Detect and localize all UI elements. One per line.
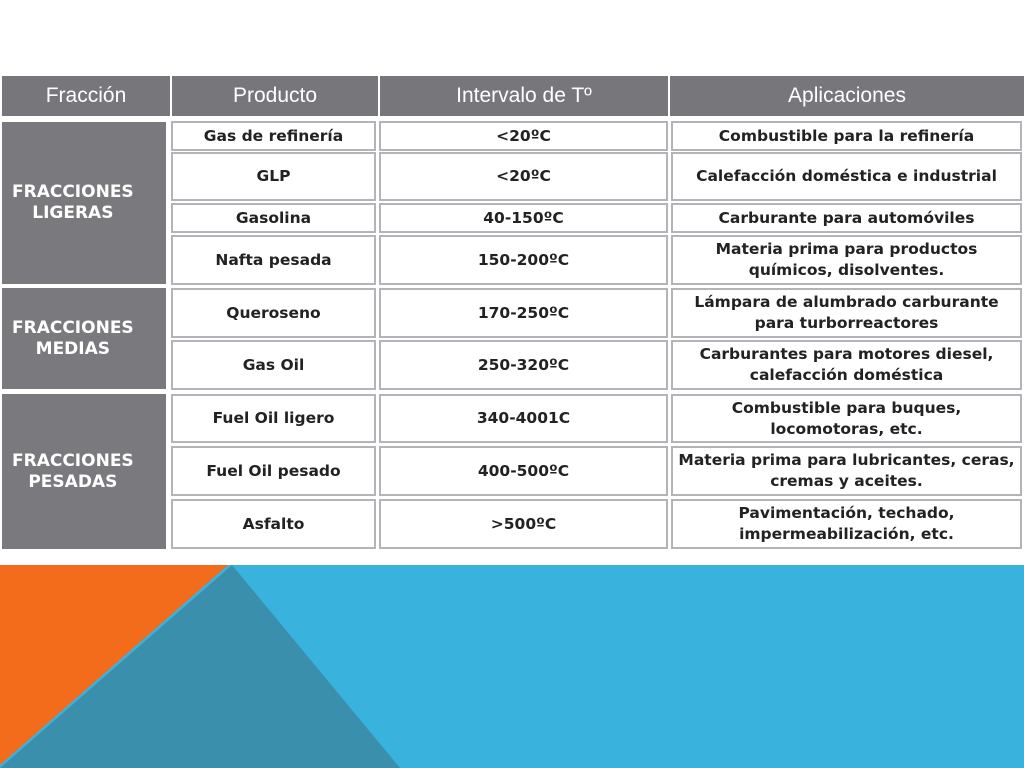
- header-aplicaciones: Aplicaciones: [670, 76, 1024, 116]
- cell-aplicaciones: Combustible para buques, locomotoras, etc.: [671, 394, 1022, 443]
- cell-aplicaciones: Calefacción doméstica e industrial: [671, 152, 1022, 201]
- fractions-table: [0, 118, 1024, 552]
- cell-intervalo: >500ºC: [379, 499, 668, 549]
- cell-intervalo: 150-200ºC: [379, 235, 668, 285]
- cell-aplicaciones: Carburantes para motores diesel, calefacción doméstica: [671, 340, 1022, 390]
- cell-intervalo: 250-320ºC: [379, 340, 668, 390]
- group-label: FRACCIONES LIGERAS: [12, 182, 134, 223]
- cell-intervalo: 400-500ºC: [379, 446, 668, 496]
- cell-intervalo: 40-150ºC: [379, 203, 668, 233]
- group-medias: [2, 288, 166, 389]
- group-label: FRACCIONES PESADAS: [12, 450, 134, 492]
- cell-producto: GLP: [171, 152, 376, 201]
- cell-intervalo: <20ºC: [379, 152, 668, 201]
- cell-producto: Gasolina: [171, 203, 376, 233]
- cell-producto: Gas Oil: [171, 340, 376, 390]
- cell-producto: Fuel Oil pesado: [171, 446, 376, 496]
- header-fraccion: Fracción: [2, 76, 172, 116]
- cell-intervalo: <20ºC: [379, 121, 668, 151]
- cell-producto: Fuel Oil ligero: [171, 394, 376, 443]
- group-ligeras: [2, 122, 166, 284]
- cell-intervalo: 170-250ºC: [379, 288, 668, 338]
- cell-aplicaciones: Pavimentación, techado, impermeabilización, etc.: [671, 499, 1022, 549]
- header-producto: Producto: [172, 76, 380, 116]
- cell-producto: Asfalto: [171, 499, 376, 549]
- header-intervalo: Intervalo de Tº: [380, 76, 670, 116]
- cell-aplicaciones: Combustible para la refinería: [671, 121, 1022, 151]
- cell-aplicaciones: Materia prima para productos químicos, disolventes.: [671, 235, 1022, 285]
- cell-aplicaciones: Lámpara de alumbrado carburante para turborreactores: [671, 288, 1022, 338]
- cell-aplicaciones: Carburante para automóviles: [671, 203, 1022, 233]
- cell-producto: Queroseno: [171, 288, 376, 338]
- decorative-band: [0, 565, 1024, 768]
- group-label: FRACCIONES MEDIAS: [12, 317, 134, 359]
- cell-producto: Gas de refinería: [171, 121, 376, 151]
- group-pesadas: [2, 394, 166, 549]
- cell-producto: Nafta pesada: [171, 235, 376, 285]
- cell-intervalo: 340-4001C: [379, 394, 668, 443]
- cell-aplicaciones: Materia prima para lubricantes, ceras, cremas y aceites.: [671, 446, 1022, 496]
